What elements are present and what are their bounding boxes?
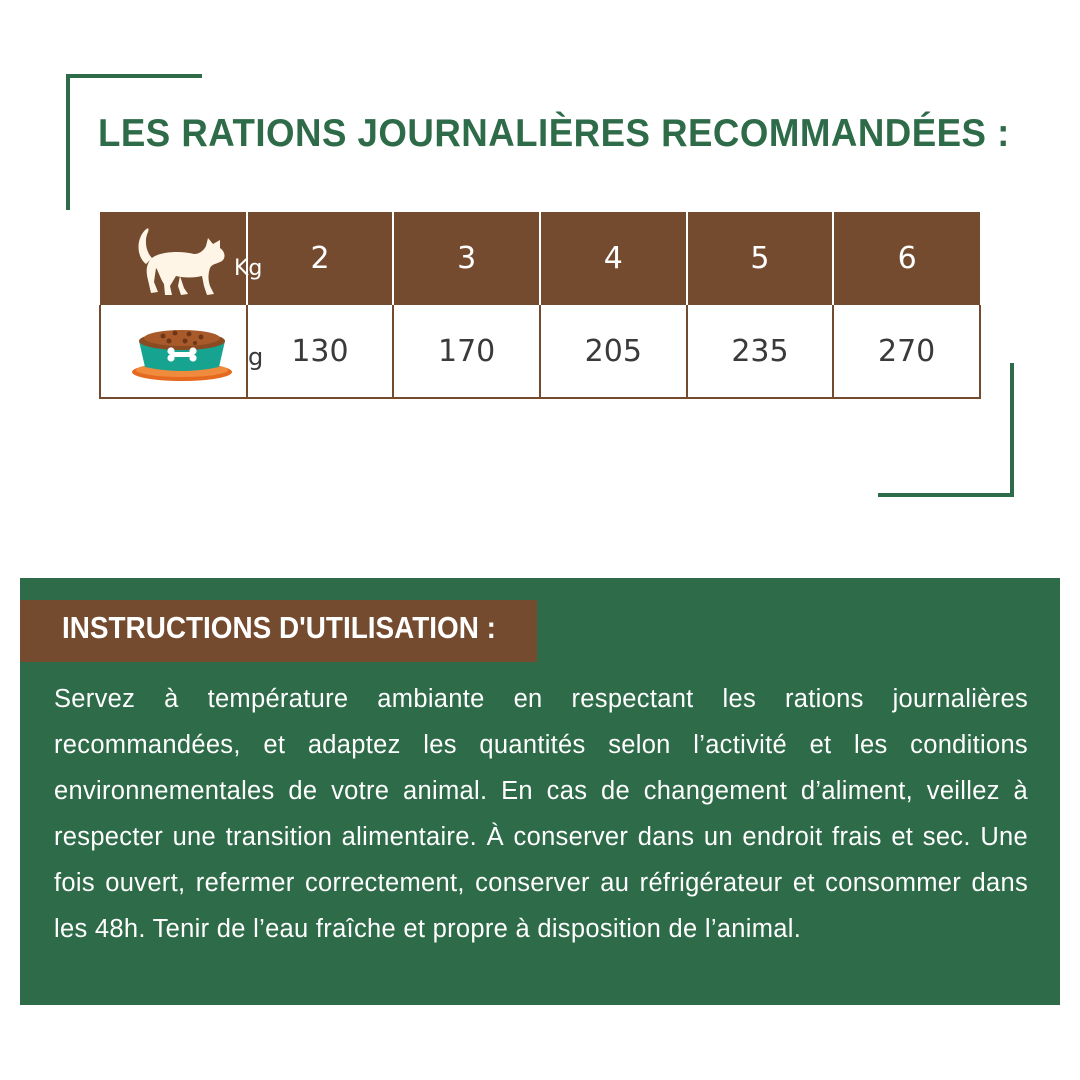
weight-cell: 5	[687, 212, 834, 305]
page-title: LES RATIONS JOURNALIÈRES RECOMMANDÉES :	[98, 112, 1010, 155]
ration-cell: 130	[247, 305, 394, 398]
weight-row	[100, 212, 980, 305]
weight-header-cell	[100, 212, 263, 305]
ration-unit-label: g	[248, 343, 264, 371]
corner-bracket-bottom-right-horizontal	[878, 493, 1014, 497]
weight-unit-label: Kg	[234, 256, 263, 281]
ration-cell: 170	[393, 305, 540, 398]
ration-header-cell	[100, 305, 264, 398]
corner-bracket-bottom-right-vertical	[1010, 363, 1014, 497]
corner-bracket-top-left-horizontal	[66, 74, 202, 78]
ration-row	[100, 305, 980, 398]
instructions-title: INSTRUCTIONS D'UTILISATION :	[62, 610, 496, 645]
cat-icon	[134, 220, 232, 298]
weight-cell: 3	[393, 212, 540, 305]
ration-cell: 270	[833, 305, 980, 398]
weight-cell: 2	[247, 212, 394, 305]
weight-cell: 4	[540, 212, 687, 305]
corner-bracket-top-left-vertical	[66, 74, 70, 210]
rations-table	[99, 212, 981, 399]
instructions-text: Servez à température ambiante en respectant les rations journalières recommandées, et adaptez les quantités selon l’activité et les conditions environnementales de votre animal. En cas de changement d’aliment, veillez à respecter une transition alimentaire. À conserver dans un endroit frais et sec. Une fois ouvert, refermer correctement, conserver au réfrigérateur et consommer dans les 48h. Tenir de l’eau fraîche et propre à disposition de l’animal.	[54, 685, 1028, 943]
ration-cell: 235	[687, 305, 834, 398]
food-bowl-icon	[129, 317, 239, 387]
ration-cell: 205	[540, 305, 687, 398]
weight-cell: 6	[833, 212, 980, 305]
